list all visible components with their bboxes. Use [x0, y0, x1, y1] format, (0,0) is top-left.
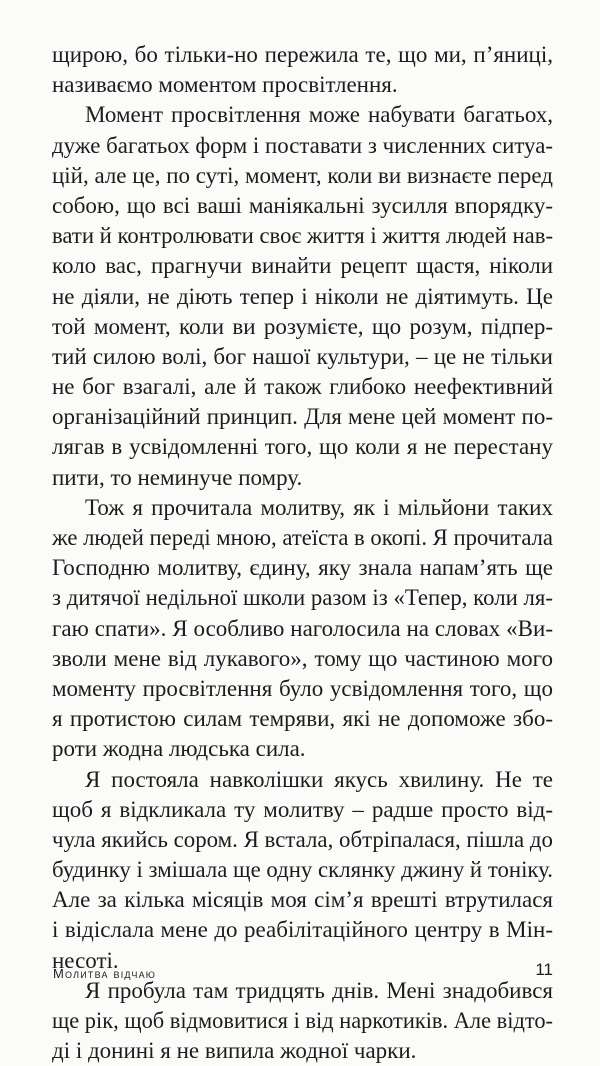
text-line: Я пробула там тридцять днів. Мені знадобився [85, 977, 553, 1003]
text-line: ще рік, щоб відмовитися і від наркотиків. Але відто- [52, 1008, 554, 1033]
text-line: цій, але це, по суті, момент, коли ви визнаєте перед [52, 162, 553, 188]
text-line: же людей переді мною, атеїста в окопі. Я прочитала [52, 525, 553, 550]
paragraph [52, 40, 553, 100]
text-line: той момент, коли ви розумієте, що розум, підпер- [52, 313, 553, 339]
paragraph [52, 765, 553, 976]
paragraph [52, 493, 553, 765]
text-line: пити, то неминуче помру. [52, 464, 303, 490]
text-line: Господню молитву, єдину, яку знала напам’ять ще [52, 555, 553, 581]
text-line: коло вас, прагнучи винайти рецепт щастя, ніколи [52, 253, 553, 279]
text-line: лягав в усвідомленні того, що коли я не перестану [52, 434, 553, 460]
text-line: будинку і змішала ще одну склянку джину й тоніку. [52, 857, 553, 883]
text-line: з дитячої недільної школи разом із «Тепер, коли ля- [52, 585, 553, 611]
text-line: моменту просвітлення було усвідомлення того, що [52, 675, 553, 701]
running-footer-title: Молитва відчаю [53, 966, 157, 981]
text-line: дуже багатьох форм і поставати з численних ситуа- [52, 132, 553, 158]
text-line: Момент просвітлення може набувати багатьох, [85, 102, 553, 128]
text-line: Але за кілька місяців моя сім’я врешті втрутилася [52, 887, 553, 913]
text-line: щирою, бо тільки-но пережила те, що ми, п’яниці, [52, 42, 553, 67]
text-line: роти жодна людська сила. [52, 736, 306, 762]
text-line: несоті. [52, 947, 119, 973]
text-line: Я постояла навколішки якусь хвилину. Не те [85, 766, 553, 792]
text-line: Тож я прочитала молитву, як і мільйони таких [85, 494, 553, 520]
text-line: чула якийсь сором. Я встала, обтріпалася, пішла до [52, 826, 553, 852]
text-line: гаю спати». Я особливо наголосила на словах «Ви- [52, 615, 553, 641]
text-line: називаємо моментом просвітлення. [52, 72, 398, 98]
paragraph [52, 100, 553, 492]
text-line: тий силою волі, бог нашої культури, – це не тільки [52, 343, 553, 369]
page-number: 11 [535, 960, 553, 979]
text-line: і відіслала мене до реабілітаційного центру в Мін- [52, 917, 553, 943]
text-line: щоб я відкликала ту молитву – радше просто від- [52, 796, 553, 822]
text-line: собою, що всі ваші маніякальні зусилля впорядку- [52, 192, 553, 218]
text-line: я протистою силам темряви, які не допоможе збо- [52, 706, 553, 732]
text-line: ді і донині я не випила жодної чарки. [52, 1038, 417, 1064]
text-line: не діяли, не діють тепер і ніколи не діятимуть. Це [52, 283, 553, 309]
body-text [52, 40, 553, 1066]
text-line: не бог взагалі, але й також глибоко неефективний [52, 374, 553, 400]
text-line: зволи мене від лукавого», тому що частиною мого [52, 645, 553, 671]
text-line: організаційний принцип. Для мене цей момент по- [52, 404, 553, 430]
text-line: вати й контролювати своє життя і життя людей нав- [52, 223, 554, 249]
paragraph [52, 976, 553, 1066]
